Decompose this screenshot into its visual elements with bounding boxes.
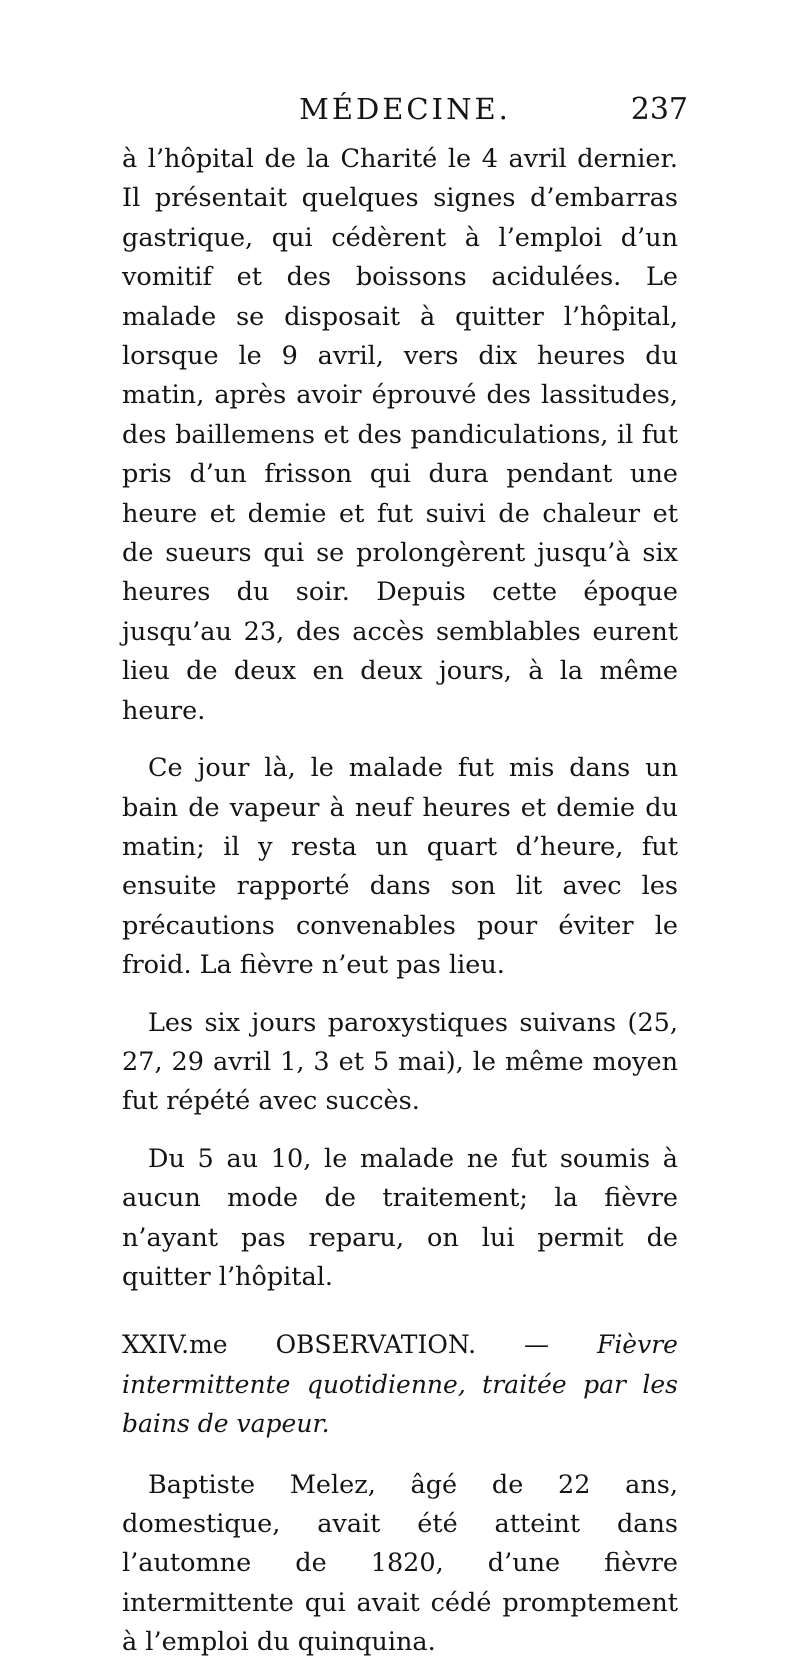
page-number: 237 — [630, 92, 688, 127]
observation-title: Fièvre intermittente quotidienne, traitée par les bains de vapeur. — [122, 1330, 678, 1439]
paragraph-1: à l’hôpital de la Charité le 4 avril dernier. Il présentait quelques signes d’embarras gastrique, qui cédèrent à l’emploi d’un vomitif et des boissons acidulées. Le malade se disposait à quitter l’hôpital, lorsque le 9 avril, vers dix heures du matin, après avoir éprouvé des lassitudes, des baillemens et des pandiculations, il fut pris d’un frisson qui dura pendant une heure et demie et fut suivi de chaleur et de sueurs qui se prolongèrent jusqu’à six heures du soir. Depuis cette époque jusqu’au 23, des accès semblables eurent lieu de deux en deux jours, à la même heure. — [122, 144, 678, 726]
paragraph-2: Ce jour là, le malade fut mis dans un bain de vapeur à neuf heures et demie du matin; il y resta un quart d’heure, fut ensuite rapporté dans son lit avec les précautions convenables pour éviter le froid. La fièvre n’eut pas lieu. — [122, 753, 678, 981]
observation-dash: — — [524, 1330, 550, 1360]
observation-heading — [122, 1325, 678, 1443]
observation-number: XXIV.me — [122, 1330, 228, 1360]
running-title: MÉDECINE. — [299, 92, 511, 126]
paragraph-5: Baptiste Melez, âgé de 22 ans, domestique, avait été atteint dans l’automne de 1820, d’une fièvre intermittente qui avait cédé promptement à l’emploi du quinquina. — [122, 1469, 678, 1658]
observation-label: OBSERVATION. — [275, 1330, 477, 1360]
body-text — [122, 140, 678, 1663]
page-header — [122, 92, 688, 136]
paragraph-4: Du 5 au 10, le malade ne fut soumis à aucun mode de traitement; la fièvre n’ayant pas reparu, on lui permit de quitter l’hôpital. — [122, 1143, 678, 1292]
paragraph-3: Les six jours paroxystiques suivans (25, 27, 29 avril 1, 3 et 5 mai), le même moyen fut répété avec succès. — [122, 1007, 678, 1117]
